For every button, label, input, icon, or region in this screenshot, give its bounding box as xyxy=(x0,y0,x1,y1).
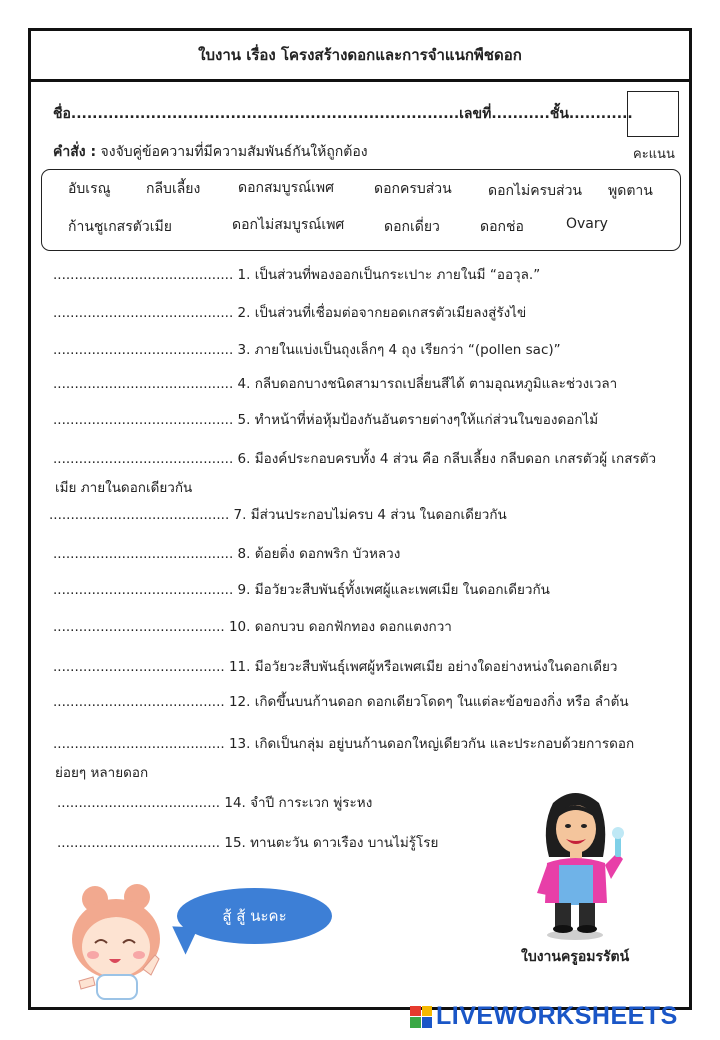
question-text: 5. ทำหน้าที่ห่อหุ้มป้องกันอันตรายต่างๆให้แก่ส่วนในของดอกไม้ xyxy=(233,412,599,428)
word-bank-item[interactable]: ก้านชูเกสรตัวเมีย xyxy=(68,219,172,235)
question-4 xyxy=(53,372,617,394)
question-10 xyxy=(53,615,452,637)
question-6 xyxy=(53,447,656,469)
answer-blank[interactable]: .......................................... xyxy=(53,546,234,562)
word-bank-item[interactable]: ดอกสมบูรณ์เพศ xyxy=(238,180,335,196)
word-bank-item[interactable]: ดอกครบส่วน xyxy=(374,181,452,197)
answer-blank[interactable]: .......................................... xyxy=(53,412,234,428)
answer-blank[interactable]: .......................................... xyxy=(49,507,230,523)
answer-blank[interactable]: ........................................ xyxy=(53,659,225,675)
question-14 xyxy=(57,791,372,813)
question-text: 3. ภายในแบ่งเป็นถุงเล็กๆ 4 ถุง เรียกว่า “(pollen sac)” xyxy=(233,342,561,358)
word-bank-item[interactable]: ดอกช่อ xyxy=(480,219,524,235)
question-13-continued: ย่อยๆ หลายดอก xyxy=(55,765,149,781)
word-bank xyxy=(41,169,681,251)
question-text: 8. ต้อยติ่ง ดอกพริก บัวหลวง xyxy=(233,546,401,562)
word-bank-item[interactable]: Ovary xyxy=(566,216,608,232)
answer-blank[interactable]: .......................................... xyxy=(53,305,234,321)
question-text: 15. ทานตะวัน ดาวเรือง บานไม่รู้โรย xyxy=(220,835,439,851)
girl-illustration xyxy=(59,879,175,1007)
answer-blank[interactable]: .......................................... xyxy=(53,376,234,392)
worksheet-frame xyxy=(28,28,692,1010)
word-bank-item[interactable]: ดอกไม่สมบูรณ์เพศ xyxy=(232,217,345,233)
question-text: 9. มีอวัยวะสืบพันธุ์ทั้งเพศผู้และเพศเมีย ในดอกเดียวกัน xyxy=(233,582,550,598)
instruction-label: คำสั่ง : xyxy=(53,144,97,160)
speech-bubble: สู้ สู้ นะคะ xyxy=(177,888,332,944)
answer-blank[interactable]: .......................................... xyxy=(53,451,234,467)
answer-blank[interactable]: ...................................... xyxy=(57,795,221,811)
answer-blank[interactable]: .......................................... xyxy=(53,342,234,358)
question-text: 1. เป็นส่วนที่พองออกเป็นกระเปาะ ภายในมี “ออวุล.” xyxy=(233,267,541,283)
answer-blank[interactable]: .......................................... xyxy=(53,582,234,598)
word-bank-item[interactable]: อับเรณู xyxy=(68,181,111,197)
question-9 xyxy=(53,578,550,600)
question-2 xyxy=(53,301,526,323)
question-text: 11. มีอวัยวะสืบพันธุ์เพศผู้หรือเพศเมีย อย่างใดอย่างหน่งในดอกเดียว xyxy=(224,659,618,675)
word-bank-item[interactable]: กลีบเลี้ยง xyxy=(146,181,201,197)
answer-blank[interactable]: .......................................... xyxy=(53,267,234,283)
question-text: 4. กลีบดอกบางชนิดสามารถเปลี่ยนสีได้ ตามอุณหภูมิและช่วงเวลา xyxy=(233,376,618,392)
teacher-illustration xyxy=(525,783,635,943)
liveworksheets-logo xyxy=(410,1002,678,1031)
question-11 xyxy=(53,655,617,677)
answer-blank[interactable]: ........................................ xyxy=(53,694,225,710)
question-text: 7. มีส่วนประกอบไม่ครบ 4 ส่วน ในดอกเดียวกัน xyxy=(229,507,507,523)
answer-blank[interactable]: ...................................... xyxy=(57,835,221,851)
answer-blank[interactable]: ........................................ xyxy=(53,619,225,635)
question-text: 10. ดอกบวบ ดอกฟักทอง ดอกแตงกวา xyxy=(224,619,452,635)
question-8 xyxy=(53,542,400,564)
question-text: 14. จำปี การะเวก พู่ระหง xyxy=(220,795,373,811)
question-3 xyxy=(53,338,561,360)
question-text: 2. เป็นส่วนที่เชื่อมต่อจากยอดเกสรตัวเมียลงสู่รังไข่ xyxy=(233,305,527,321)
score-box xyxy=(627,91,679,137)
question-text: 12. เกิดขึ้นบนก้านดอก ดอกเดียวโดดๆ ในแต่ละข้อของกิ่ง หรือ ลำต้น xyxy=(224,694,629,710)
logo-icon xyxy=(410,1006,432,1028)
logo-text: LIVEWORKSHEETS xyxy=(436,1002,678,1030)
question-text: 13. เกิดเป็นกลุ่ม อยู่บนก้านดอกใหญ่เดียวกัน และประกอบด้วยการดอก xyxy=(224,736,635,752)
instruction-text: จงจับคู่ข้อความที่มีความสัมพันธ์กันให้ถูกต้อง xyxy=(96,144,368,160)
word-bank-item[interactable]: ดอกไม่ครบส่วน xyxy=(488,183,582,199)
question-12 xyxy=(53,690,629,712)
question-15 xyxy=(57,831,438,853)
student-info-line: ชื่อ.........................................................................เลขที่...........ชั้น............ xyxy=(53,106,633,122)
question-5 xyxy=(53,408,598,430)
word-bank-item[interactable]: พูดตาน xyxy=(608,183,653,199)
instruction xyxy=(53,141,368,163)
question-1 xyxy=(53,263,540,285)
question-13 xyxy=(53,732,634,754)
teacher-caption: ใบงานครูอมรรัตน์ xyxy=(521,949,630,965)
worksheet-title: ใบงาน เรื่อง โครงสร้างดอกและการจำแนกพืชดอก xyxy=(31,31,689,82)
question-6-continued: เมีย ภายในดอกเดียวกัน xyxy=(55,480,193,496)
question-7 xyxy=(49,503,507,525)
answer-blank[interactable]: ........................................ xyxy=(53,736,225,752)
score-label: คะแนน xyxy=(633,147,675,162)
word-bank-item[interactable]: ดอกเดี่ยว xyxy=(384,219,440,235)
question-text: 6. มีองค์ประกอบครบทั้ง 4 ส่วน คือ กลีบเลี้ยง กลีบดอก เกสรตัวผู้ เกสรตัว xyxy=(233,451,657,467)
